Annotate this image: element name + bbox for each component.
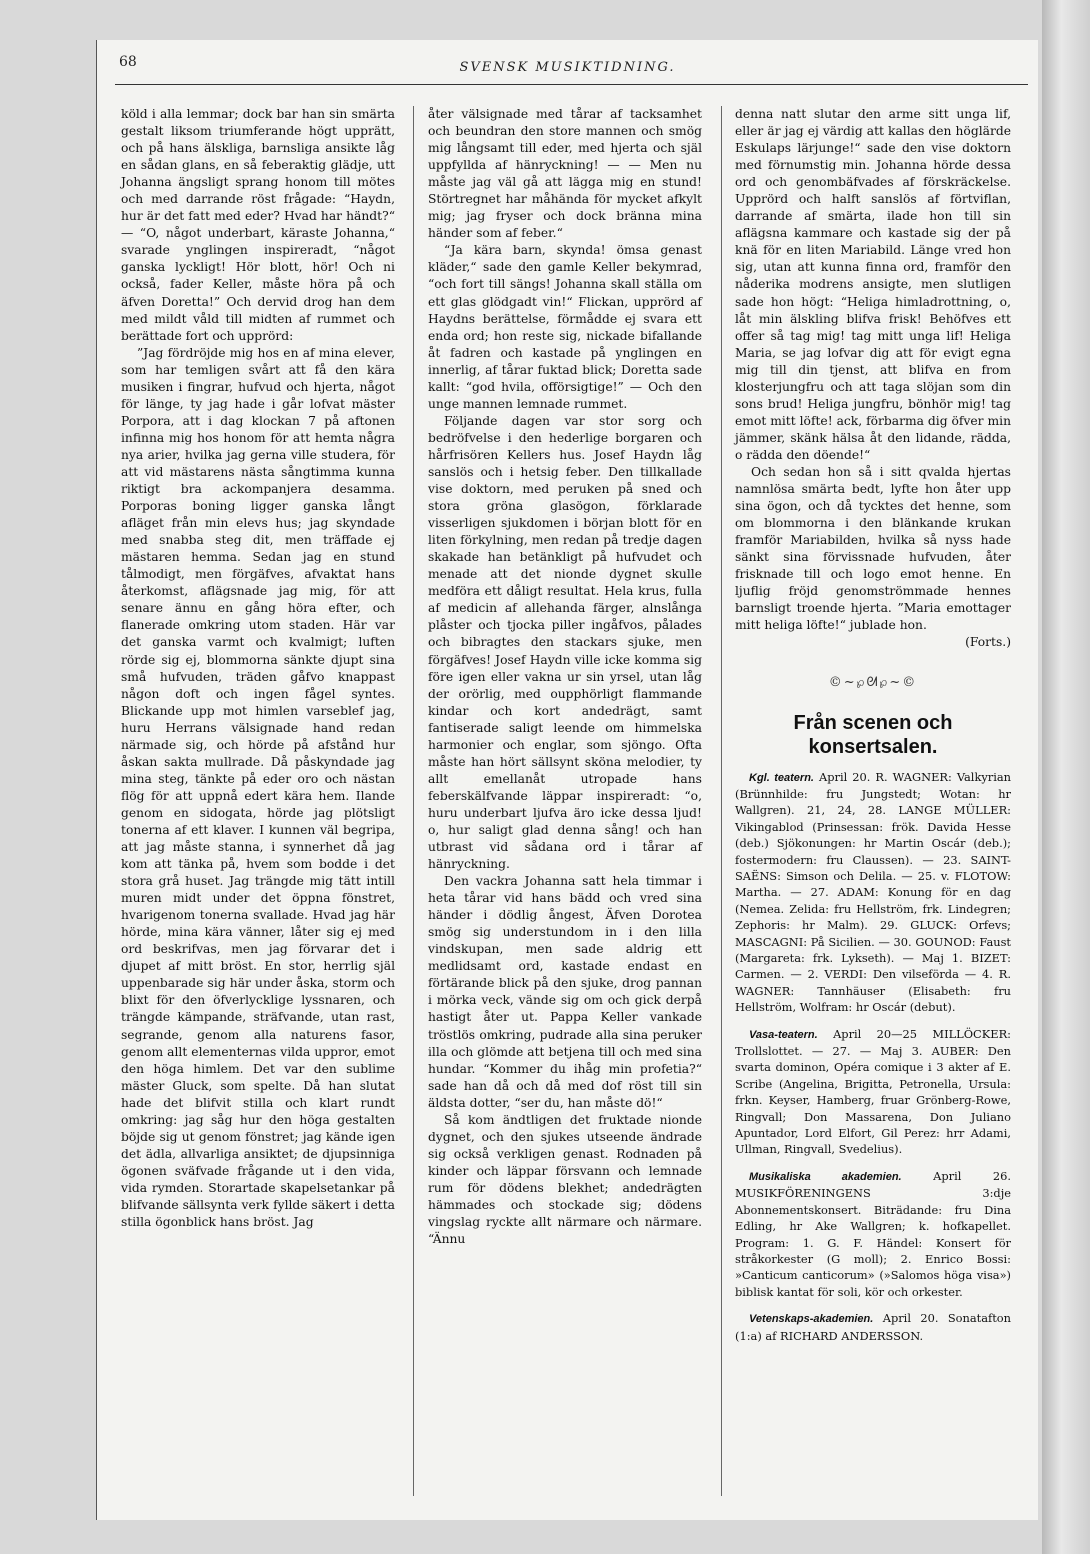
column-divider — [721, 106, 722, 1496]
listing-lead: Kgl. teatern. — [749, 771, 814, 784]
listing-vasa-teatern — [735, 1026, 1011, 1158]
continued-note: (Forts.) — [965, 635, 1011, 650]
paragraph: Och sedan hon så i sitt qvalda hjertas namnlösa smärta bedt, lyfte hon åter upp sina ögon, och då tycktes det henne, som om blommorna i den blänkande krukan framför Mariabilden, hvilka så nyss hade sänkt sina förvissnade hufvuden, åter frisknade till och logo emot henne. En ljuflig fröjd genomströmmade hennes barnsligt troende hjerta. ”Maria emottager mitt heliga löfte!“ jublade hon. — [735, 464, 1011, 633]
ornament-divider: ©~℘ᘛ℘~© — [828, 674, 918, 690]
section-title: Från scenen och konsertsalen. — [793, 711, 953, 758]
paragraph: “Ja kära barn, skynda! ömsa genast kläder,“ sade den gamle Keller bekymrad, “och fort till sängs! Johanna skall ställa om ett glas glödgadt vin!“ Flickan, upprörd af Haydns berättelse, förmådde ej svara ett enda ord; hon reste sig, nickade bifallande åt fadren och kastade på ynglingen en innerlig, af tårar fuktad blick; Doretta sade kallt: “god hvila, offörsigtige!” — Och den unge mannen lemnade rummet. — [428, 243, 702, 411]
header-rule — [115, 84, 1028, 85]
newspaper-page — [96, 40, 1038, 1520]
column-divider — [413, 106, 414, 1496]
page-number: 68 — [119, 54, 137, 70]
listing-text: April 20—25 MILLÖCKER: Trollslottet. — 27. — Maj 3. AUBER: Den svarta dominon, Opéra comique i 3 akter af E. Scribe (Angelina, Brigitta, Petronella, Ursula: frkn. Keyser, Hamberg, fruar Grönberg-Rowe, Ringvall; Don Massarena, Don Juliano Apuntador, Lord Elfort, Gil Perez: hrr Adami, Ullman, Ringvall, Svedelius). — [735, 1026, 1012, 1157]
paragraph: Så kom ändtligen det fruktade nionde dygnet, och den sjukes utseende ändrade sig också verkligen genast. Rodnaden på kinder och läppar försvann och lemnade rum för dödens blekhet; andedrägten hämmades och stockade sig; dödens vingslag ryckte allt närmare och närmare. “Ännu — [428, 1112, 702, 1247]
listing-text: April 26. MUSIKFÖRENINGENS 3:dje Abonnementskonsert. Biträdande: fru Dina Edling, hr Ake Wallgren; k. hofkapellet. Program: 1. G. F. Händel: Konsert för stråkorkester (G moll); 2. Enrico Bossi: »Canticum canticorum» (»Salomos höga visa») biblisk kantat för soli, kör och orkester. — [735, 1168, 1012, 1299]
page-edge-shadow — [1042, 0, 1090, 1554]
paragraph: denna natt slutar den arme sitt unga lif, eller är jag ej värdig att kallas den höglärde Eskulaps lärjunge!“ sade den vise doktorn med förnumstig min. Johanna hörde dessa ord och genombäfvades af förskräckelse. Upprörd och halft sanslös af förtviflan, darrande af smärta, ilade hon till sin aflägsna kammare och kastade sig der på knä för en liten Mariabild. Länge vred hon sig, utan att kunna finna ord, framför den nåderika modrens ansigte, men slutligen sade hon högt: “Heliga himladrottning, o, låt min älskling blifva frisk! Behöfves ett offer så tag mig! tag mitt unga lif! Heliga Maria, se jag lofvar dig att för evigt egna mig till din tjenst, att blifva en from klosterjungfru och att taga slöjan som din sons brud! Heliga jungfru, bönhör mig! tag emot mitt löfte! ack, förbarma dig öfver min jämmer, skänk hälsa åt den lidande, rädda, o rädda den döende!“ — [735, 107, 1011, 462]
paragraph: Följande dagen var stor sorg och bedröfvelse i den hederlige borgaren och hårfrisören Kellers hus. Josef Haydn låg sanslös och i hetsig feber. Den tillkallade vise doktorn, med peruken på sned och stora gröna glasögon, förklarade visserligen sjukdomen i början blott för en liten förkylning, men redan på tredje dagen skakade han betänkligt på hufvudet och menade att det nionde dygnet skulle medföra ett dåligt resultat. Hela krus, fulla af medicin af allehanda färger, alnslånga plåster och tjocka piller ingåfvos, pålades och bibragtes den stackars sjuke, men förgäfves! Josef Haydn ville icke komma sig före igen eller vakna ur sin yrsel, utan låg der orörlig, med oupphörligt flammande kindar och kort andedrägt, samt fantiserade saligt leende om himmelska harmonier och englar, som sjöngo. Ofta måste han hört sällsynt sköna melodier, ty allt emellanåt utropade hans feberskälfvande läppar inspireradt: “o, huru underbart ljufva äro icke dessa ljud! o, hur saligt glad denna sång! och han utbrast vid sådana ord i tårar af hänryckning. — [428, 413, 702, 872]
paragraph: ”Jag fördröjde mig hos en af mina elever, som har temligen svårt att få den kära musiken i fingrar, hufvud och hjerta, något för länge, ty jag hade i går lofvat mäster Porpora, att i dag klockan 7 på aftonen infinna mig hos honom för att hemta några nya arier, hvilka jag gerna ville studera, för att vid mästarens nästa sångtimma kunna riktigt bra ackompanjera desamma. Porporas boning ligger ganska långt afläget från min elevs hus; jag skyndade med snabba steg dit, men träffade ej mästaren hemma. Sedan jag en stund tålmodigt, men förgäfves, afvaktat hans återkomst, aflägsnade jag mig, för att senare ännu en gång höra efter, och flanerade omkring utom staden. Här var det ganska varmt och kvalmigt; luften rörde sig ej, blommorna sänkte djupt sina små hufvuden, träden gåfvo knappast någon doft och ingen fågel syntes. Blickande upp mot himlen varseblef jag, huru Herrans välsignade hand redan närmade sig, och hörde på afstånd hur åskan sakta mullrade. Då påskyndade jag mina steg, tänkte på eder oro och nästan flög för att uppnå edert kära hem. Ilande genom en sidogata, hörde jag plötsligt tonerna af ett klaver. I kunnen väl begripa, att jag måste stanna, i synnerhet då jag kom att tänka på, hvem som bodde i det stora grå huset. Jag trängde mig tätt intill muren midt under det öppna fönstret, hvarigenom tonerna svallade. Hvad jag här hörde, mina kära vänner, låter sig ej med ord beskrifvas, men jag förvarar det i djupet af mitt bröst. En stor, herrlig själ uppenbarade sig här under åska, storm och blixt för den öfverlycklige lyssnaren, och trängde kämpande, sträfvande, utan rast, segrande, genom alla naturens fasor, genom allt elementernas vilda uppror, emot den höga himlem. Det var den sublime mäster Gluck, som spelte. Då han slutat hade det blifvit stilla och klart rundt omkring: jag såg hur den höga gestalten böjde sig ut genom fönstret; jag kände igen det ädla, allvarliga ansiktet; de djupsinniga ögonen sväfvade frågande ut i den vida, vida rymden. Storartade skapelsetankar på blifvande sällsynta verk fyllde säkert i detta stilla ögonblick hans bröst. Jag — [121, 345, 395, 1230]
paragraph: åter välsignade med tårar af tacksamhet och beundran den store mannen och smög mig långsamt till eder, med hjerta och själ uppfyllda af hänryckning! — — Men nu måste jag väl gå att lägga mig en stund! Störtregnet har måhända för mycket afkylt mig; jag fryser och dock bränna mina händer som af feber.“ — [428, 107, 702, 241]
column-2 — [428, 106, 702, 1501]
column-1 — [121, 106, 395, 1501]
listing-kgl-teatern — [735, 769, 1011, 1016]
listing-text: April 20. Sonatafton (1:a) af RICHARD ANDERSSON. — [735, 1311, 1011, 1343]
listing-lead: Musikaliska akademien. — [749, 1170, 902, 1183]
column-3 — [735, 106, 1011, 1501]
listing-musikaliska-akademien — [735, 1168, 1011, 1300]
listing-lead: Vasa-teatern. — [749, 1028, 818, 1041]
listing-text: April 20. R. WAGNER: Valkyrian (Brünnhilde: fru Jungstedt; Wotan: hr Wallgren). 21, 24, 28. LANGE MÜLLER: Vikingablod (Prinsessan: frök. Davida Hesse (deb.) Sjökonungen: hr Martin Oscár (deb.); fostermodern: fru Claussen). — 23. SAINT-SAËNS: Simson och Delila. — 25. v. FLOTOW: Martha. — 27. ADAM: Konung för en dag (Nemea. Zelida: fru Hellström, frk. Lindegren; Zephoris: hr Malm). 29. GLUCK: Orfevs; MASCAGNI: På Sicilien. — 30. GOUNOD: Faust (Margareta: frk. Lykseth). — Maj 1. BIZET: Carmen. — 2. VERDI: Den vilseförda — 4. R. WAGNER: Tannhäuser (Elisabeth: fru Hellström, Wolfram: hr Oscár (debut). — [735, 769, 1012, 1015]
paragraph: Den vackra Johanna satt hela timmar i heta tårar vid hans bädd och vred sina händer i dödlig ångest, Äfven Dorotea smög sig understundom in i den lilla vindskupan, men sade aldrig ett medlidsamt ord, kastade endast en förtärande blick på den sjuke, drog pannan i mörka veck, vände sig om och gick derpå hastigt åter ut. Pappa Keller vankade tröstlös omkring, pudrade alla sina peruker illa och glömde att betjena till och med sina hundar. “Kommer du ihåg min profetia?“ sade han då och då med dof röst till sin äldsta dotter, “ser du, han måste dö!“ — [428, 874, 702, 1110]
journal-title: SVENSK MUSIKTIDNING. — [459, 60, 676, 75]
paragraph: köld i alla lemmar; dock bar han sin smärta gestalt liksom triumferande högt upprätt, och på hans älskliga, barnsliga ansikte låg en sådan glans, en så feberaktig glädje, utt Johanna ängsligt sprang honom till mötes och med darrande röst frågade: “Haydn, hur är det fatt med eder? Hvad har händt?“ — “O, något underbart, käraste Johanna,“ svarade ynglingen inspireradt, “något ganska lyckligt! Hör blott, hör! Och ni också, fader Keller, måste höra på och äfven Doretta!” Och dervid drog han dem med mildt våld till midten af rummet och berättade fort och upprörd: — [121, 107, 395, 343]
listing-lead: Vetenskaps-akademien. — [749, 1313, 874, 1326]
listing-vetenskaps-akademien — [735, 1310, 1011, 1344]
